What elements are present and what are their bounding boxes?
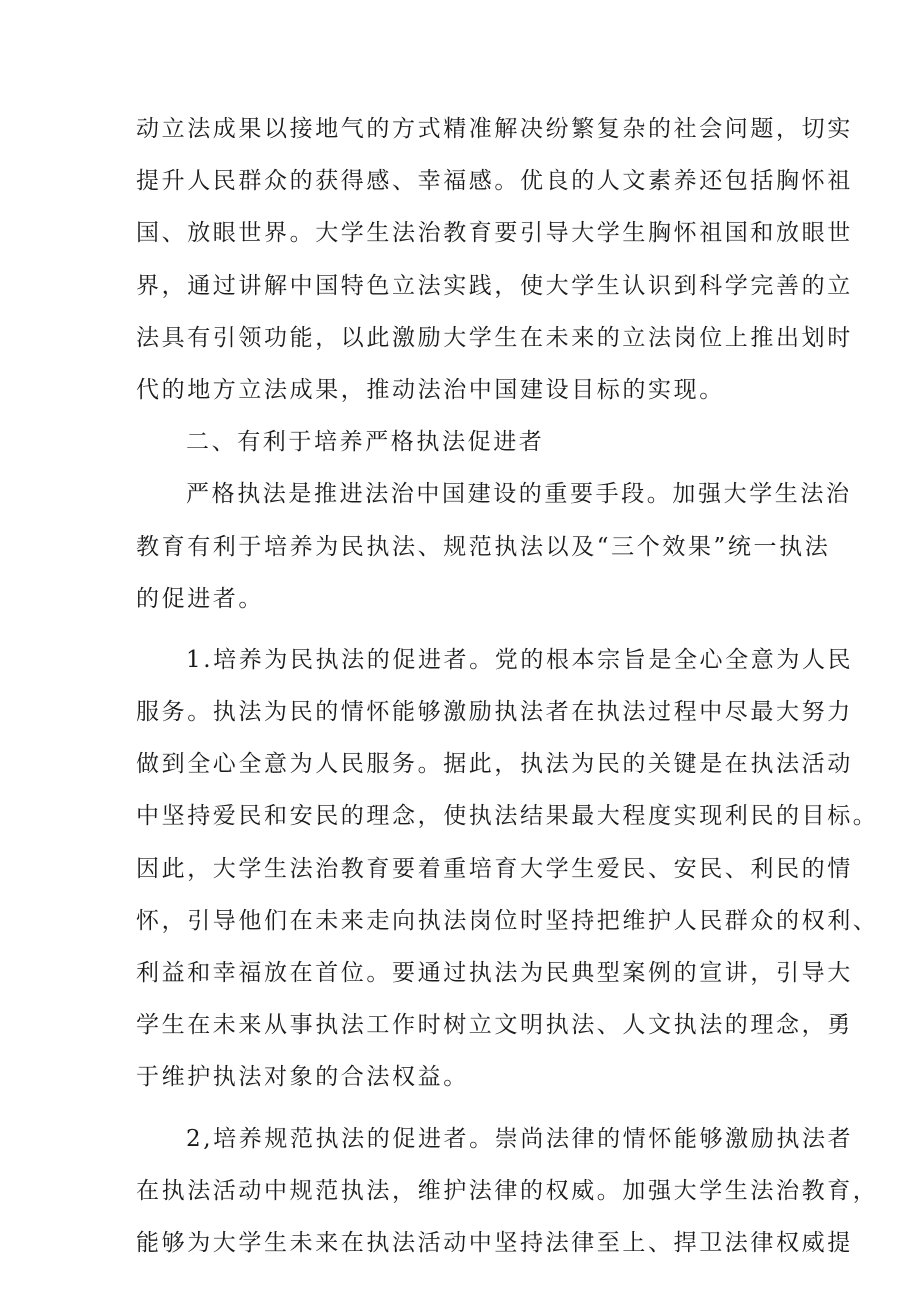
text-line: 严格执法是推进法治中国建设的重要手段。加强大学生法治 (186, 481, 852, 508)
text-line: 动立法成果以接地气的方式精准解决纷繁复杂的社会问题，切实 (136, 116, 853, 142)
text-line: 在执法活动中规范执法，维护法律的权威。加强大学生法治教育， (136, 1177, 879, 1204)
text-line: 国、放眼世界。大学生法治教育要引导大学生胸怀祖国和放眼世 (136, 220, 853, 247)
text-line: 学生在未来从事执法工作时树立文明执法、人文执法的理念，勇 (136, 1012, 853, 1039)
text-line: 1.培养为民执法的促进者。党的根本宗旨是全心全意为人民 (186, 646, 854, 673)
paragraph-gap (136, 1104, 786, 1113)
text-line: 法具有引领功能，以此激励大学生在未来的立法岗位上推出划时 (136, 324, 853, 351)
paragraph-strict-enforcement-intro (136, 468, 852, 625)
text-line: 界，通过讲解中国特色立法实践，使大学生认识到科学完善的立 (136, 272, 853, 299)
document-body (136, 103, 879, 1269)
section-heading-2 (136, 416, 786, 468)
text-line: 中坚持爱民和安民的理念，使执法结果最大程度实现利民的目标。 (136, 803, 879, 830)
paragraph-legislation-continued (136, 103, 853, 416)
text-line: 服务。执法为民的情怀能够激励执法者在执法过程中尽最大努力 (136, 699, 853, 726)
text-line: 做到全心全意为人民服务。据此，执法为民的关键是在执法活动 (136, 751, 853, 778)
text-line: 代的地方立法成果，推动法治中国建设目标的实现。 (136, 376, 725, 403)
paragraph-point-2 (136, 1113, 879, 1270)
text-line: 2,培养规范执法的促进者。崇尚法律的情怀能够激励执法者 (186, 1125, 854, 1152)
paragraph-gap (136, 625, 786, 634)
paragraph-point-1 (136, 634, 879, 1104)
text-line: 于维护执法对象的合法权益。 (136, 1064, 469, 1091)
text-line: 因此，大学生法治教育要着重培育大学生爱民、安民、利民的情 (136, 855, 853, 882)
text-line: 二、有利于培养严格执法促进者 (186, 429, 545, 456)
text-line: 怀，引导他们在未来走向执法岗位时坚持把维护人民群众的权利、 (136, 907, 879, 934)
text-line: 的促进者。 (136, 585, 264, 612)
text-line: 提升人民群众的获得感、幸福感。优良的人文素养还包括胸怀祖 (136, 168, 853, 195)
text-line: 利益和幸福放在首位。要通过执法为民典型案例的宣讲，引导大 (136, 960, 853, 986)
text-line: 教育有利于培养为民执法、规范执法以及“三个效果”统一执法 (136, 533, 831, 560)
text-line: 能够为大学生未来在执法活动中坚持法律至上、捍卫法律权威提 (136, 1229, 853, 1256)
